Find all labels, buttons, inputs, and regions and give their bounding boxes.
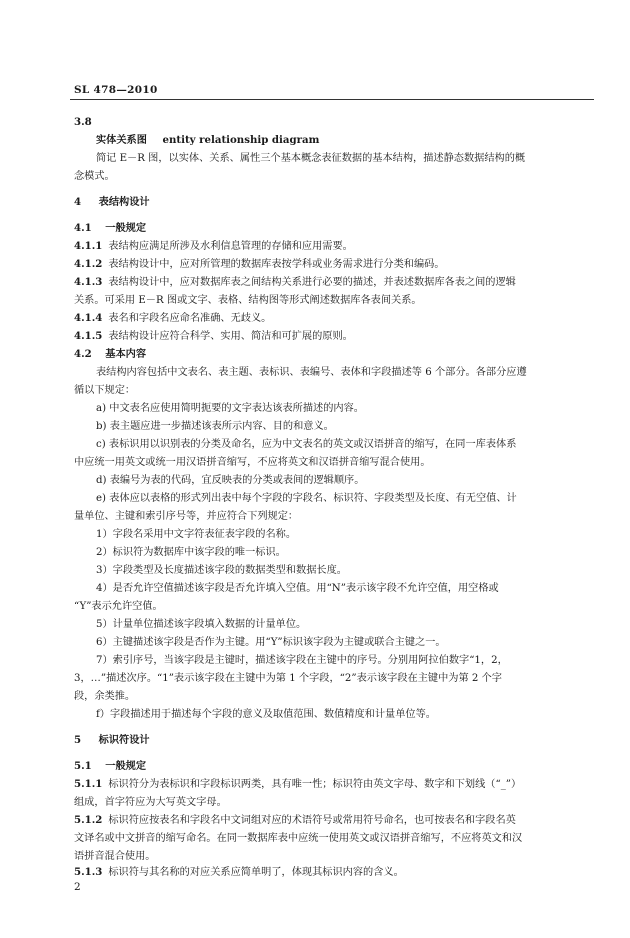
sub-item-1: 1）字段名采用中文字符表征表字段的名称。 [96,529,297,540]
clause-4-1-3-line-2: 关系。可采用 E－R 图或文字、表格、结构图等形式阐述数据库各表间关系。 [74,295,422,306]
clause-text: 表结构设计中，应对数据库表之间结构关系进行必要的描述，并表述数据库各表之间的逻辑 [108,277,516,288]
sub-item-2: 2）标识符为数据库中该字段的唯一标识。 [96,547,286,558]
list-item-e-line-1: e) 表体应以表格的形式列出表中每个字段的字段名、标识符、字段类型及长度、有无空值、计 [96,493,517,504]
clause-number: 4.1.1 [74,240,103,252]
clause-number: 4.1.3 [74,276,103,288]
section-4-1-heading [74,222,146,235]
section-4-1-title: 一般规定 [105,222,147,234]
clause-5-1-2 [74,814,516,827]
clause-5-1-3 [74,866,404,879]
clause-3-8-number: 3.8 [74,116,92,128]
section-4-2-number: 4.2 [74,348,92,360]
term-heading [96,134,319,147]
term-definition-line-2: 念模式。 [74,171,115,182]
section-4-2-title: 基本内容 [105,348,147,360]
page-number: 2 [74,881,81,893]
sub-item-5: 5）计量单位描述该字段填入数据的计量单位。 [96,619,307,630]
clause-number: 4.1.4 [74,312,103,324]
section-4-2-intro-line-1: 表结构内容包括中文表名、表主题、表标识、表编号、表体和字段描述等 6 个部分。各部分应遵 [96,367,527,378]
list-item-e-line-2: 量单位、主键和索引序号等，并应符合下列规定： [74,511,299,522]
section-5-1-title: 一般规定 [105,760,147,772]
clause-number: 4.1.2 [74,258,103,270]
header-rule [70,99,594,100]
clause-text: 标识符分为表标识和字段标识两类，具有唯一性；标识符由英文字母、数字和下划线（“_”） [108,779,522,790]
clause-text: 表结构应满足所涉及水利信息管理的存储和应用需要。 [108,241,353,252]
clause-number: 4.1.5 [74,330,103,342]
section-4-2-heading [74,348,146,361]
clause-5-1-1 [74,778,521,791]
sub-item-3: 3）字段类型及长度描述该字段的数据类型和数据长度。 [96,565,347,576]
sub-item-4-line-1: 4）是否允许空值描述该字段是否允许填入空值。用“N”表示该字段不允许空值，用空格或 [96,583,499,594]
sub-item-4-line-2: “Y”表示允许空值。 [74,601,163,612]
clause-text: 标识符与其名称的对应关系应简单明了，体现其标识内容的含义。 [108,867,404,878]
clause-5-1-1-line-2: 组成，首字符应为大写英文字母。 [74,797,227,808]
clause-4-1-5 [74,330,353,343]
chapter-5-title: 标识符设计 [98,734,150,746]
section-4-1-number: 4.1 [74,222,92,234]
clause-text: 表结构设计中，应对所管理的数据库表按学科或业务需求进行分类和编码。 [108,259,445,270]
sub-item-7-line-3: 段，余类推。 [74,691,136,702]
standard-code: SL 478—2010 [74,84,158,96]
list-item-d: d) 表编号为表的代码，宜反映表的分类或表间的逻辑顺序。 [96,475,365,486]
clause-number: 5.1.3 [74,866,103,878]
list-item-a: a) 中文表名应使用简明扼要的文字表达该表所描述的内容。 [96,403,364,414]
list-item-f: f）字段描述用于描述每个字段的意义及取值范围、数值精度和计量单位等。 [96,709,436,720]
section-5-1-number: 5.1 [74,760,92,772]
list-item-c-line-1: c) 表标识用以识别表的分类及命名，应为中文表名的英文或汉语拼音的缩写，在同一库表体系 [96,439,517,450]
clause-number: 5.1.1 [74,778,103,790]
clause-number: 5.1.2 [74,814,103,826]
section-4-2-intro-line-2: 循以下规定： [74,385,136,396]
clause-4-1-3 [74,276,516,289]
term-definition-line-1: 简记 E－R 图，以实体、关系、属性三个基本概念表征数据的基本结构，描述静态数据结构的概 [96,153,526,164]
clause-5-1-2-line-2: 文译名或中文拼音的缩写命名。在同一数据库表中应统一使用英文或汉语拼音缩写，不应将英文和汉 [74,833,523,844]
clause-5-1-2-line-3: 语拼音混合使用。 [74,851,156,862]
chapter-5-number: 5 [74,734,82,746]
sub-item-6: 6）主键描述该字段是否作为主键。用“Y”标识该字段为主键或联合主键之一。 [96,637,446,648]
sub-item-7-line-1: 7）索引序号，当该字段是主键时，描述该字段在主键中的序号。分别用阿拉伯数字“1，2， [96,655,508,666]
term-english: entity relationship diagram [162,134,320,146]
clause-text: 表结构设计应符合科学、实用、简洁和可扩展的原则。 [108,331,353,342]
chapter-5-heading [74,734,150,747]
chapter-4-heading [74,196,150,209]
clause-4-1-4 [74,312,271,325]
term-chinese: 实体关系图 [96,134,147,146]
clause-text: 表名和字段名应命名准确、无歧义。 [108,313,272,324]
clause-4-1-1 [74,240,353,253]
clause-4-1-2 [74,258,445,271]
chapter-4-title: 表结构设计 [98,196,150,208]
list-item-b: b) 表主题应进一步描述该表所示内容、目的和意义。 [96,421,334,432]
section-5-1-heading [74,760,146,773]
list-item-c-line-2: 中应统一用英文或统一用汉语拼音缩写，不应将英文和汉语拼音缩写混合使用。 [74,457,431,468]
chapter-4-number: 4 [74,196,82,208]
sub-item-7-line-2: 3，…”描述次序。“1”表示该字段在主键中为第 1 个字段，“2”表示该字段在主键中为第 2 个字 [74,673,502,684]
clause-text: 标识符应按表名和字段名中文词组对应的术语符号或常用符号命名，也可按表名和字段名英 [108,815,516,826]
